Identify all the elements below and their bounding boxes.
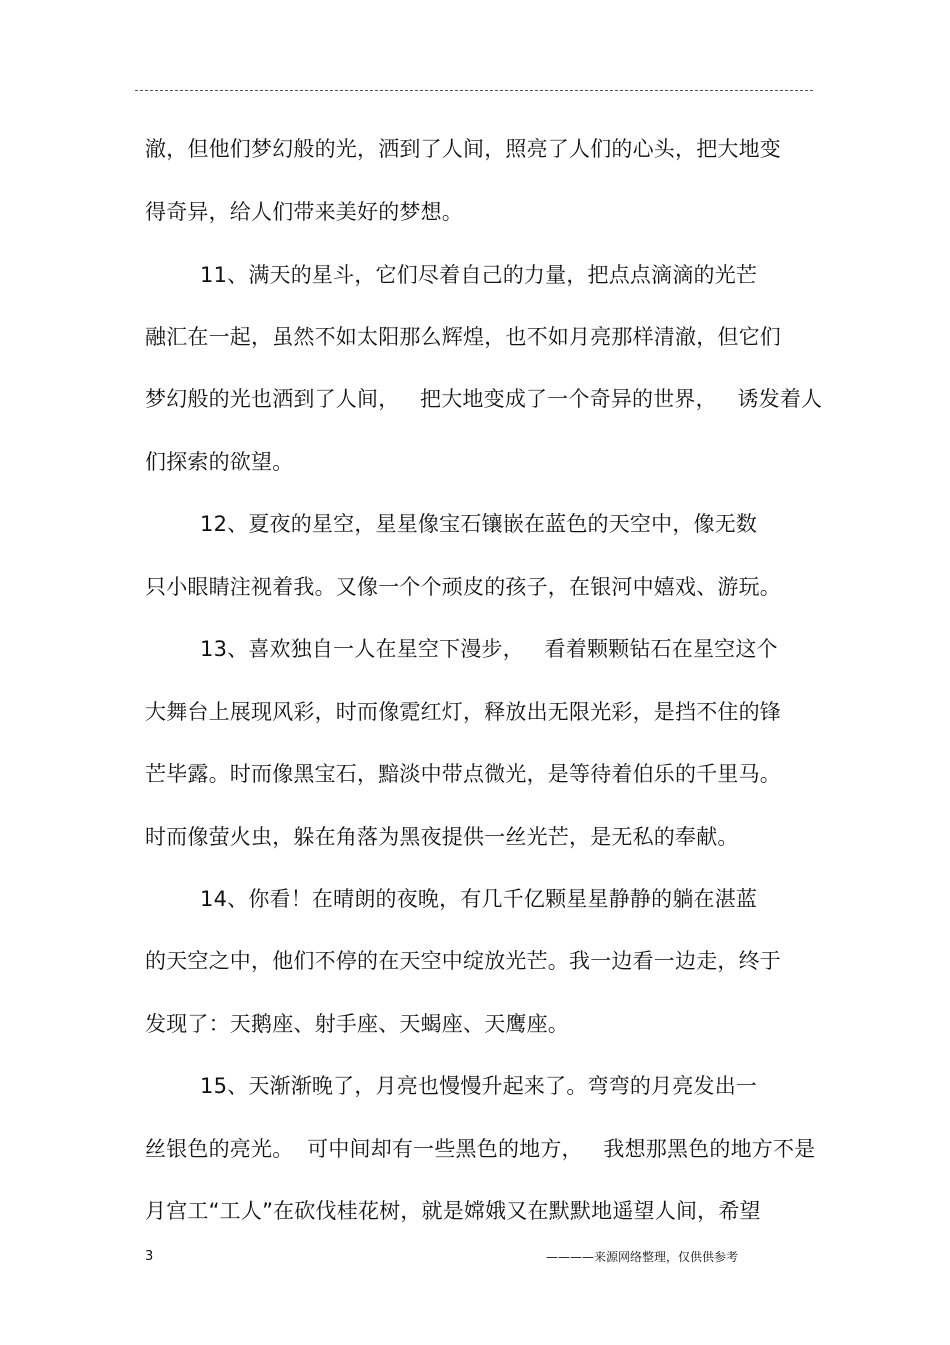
page-number: 3 <box>145 1249 154 1264</box>
text-line: 大舞台上展现风彩，时而像霓红灯，释放出无限光彩，是挡不住的锋 <box>145 700 781 724</box>
text-line: 15、天渐渐晚了，月亮也慢慢升起来了。弯弯的月亮发出一 <box>145 1074 758 1098</box>
text-line: 的天空之中，他们不停的在天空中绽放光芒。我一边看一边走，终于 <box>145 949 781 973</box>
text-line: 11、满天的星斗，它们尽着自己的力量，把点点滴滴的光芒 <box>145 263 758 287</box>
source-note: ————来源网络整理，仅供供参考 <box>546 1250 739 1264</box>
header-divider <box>135 90 813 91</box>
text-line: 丝银色的亮光。 可中间却有一些黑色的地方， 我想那黑色的地方不是 <box>145 1137 816 1161</box>
text-line: 得奇异，给人们带来美好的梦想。 <box>145 200 463 224</box>
text-line: 融汇在一起，虽然不如太阳那么辉煌，也不如月亮那样清澈，但它们 <box>145 325 781 349</box>
text-line: 发现了：天鹅座、射手座、天蝎座、天鹰座。 <box>145 1012 569 1036</box>
text-line: 澈，但他们梦幻般的光，洒到了人间，照亮了人们的心头，把大地变 <box>145 137 781 161</box>
text-line: 月宫工“工人”在砍伐桂花树，就是嫦娥又在默默地遥望人间，希望 <box>145 1199 761 1223</box>
text-line: 只小眼睛注视着我。又像一个个顽皮的孩子，在银河中嬉戏、游玩。 <box>145 575 781 599</box>
text-line: 时而像萤火虫，躲在角落为黑夜提供一丝光芒，是无私的奉献。 <box>145 825 739 849</box>
text-line: 12、夏夜的星空，星星像宝石镶嵌在蓝色的天空中，像无数 <box>145 512 758 536</box>
text-line: 13、喜欢独自一人在星空下漫步， 看着颗颗钻石在星空这个 <box>145 637 778 661</box>
text-line: 梦幻般的光也洒到了人间， 把大地变成了一个奇异的世界， 诱发着人 <box>145 387 823 411</box>
text-line: 们探索的欲望。 <box>145 450 294 474</box>
text-line: 芒毕露。时而像黑宝石，黯淡中带点微光，是等待着伯乐的千里马。 <box>145 762 781 786</box>
text-line: 14、你看！在晴朗的夜晚，有几千亿颗星星静静的躺在湛蓝 <box>145 887 758 911</box>
